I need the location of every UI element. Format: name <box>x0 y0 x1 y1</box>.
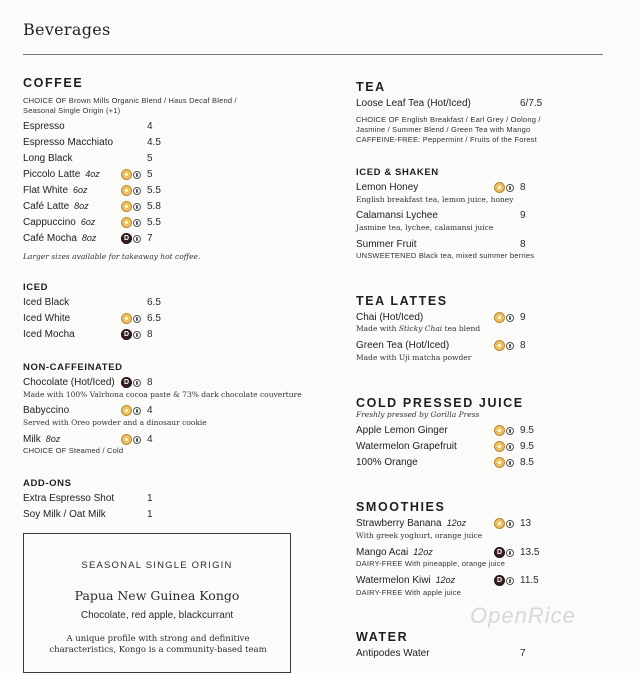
milk-icon <box>494 457 505 468</box>
menu-item-description: CHOICE OF Steamed / Cold <box>23 446 124 455</box>
menu-item-icons <box>494 425 514 436</box>
plant-milk-icon <box>133 379 141 387</box>
menu-item-price: 9 <box>520 210 526 221</box>
dairy-icon: D <box>494 547 505 558</box>
menu-item-price: 8 <box>147 377 153 388</box>
plant-milk-icon <box>133 219 141 227</box>
milk-icon <box>494 518 505 529</box>
menu-item-name: Green Tea (Hot/Iced) <box>356 340 450 351</box>
iced-heading: ICED <box>23 282 49 293</box>
menu-item-icons <box>494 457 514 468</box>
menu-item-icons <box>121 313 141 324</box>
menu-item-price: 5.8 <box>147 201 161 212</box>
menu-item-name: Flat White 6oz <box>23 185 88 196</box>
menu-item-name: Antipodes Water <box>356 648 430 659</box>
menu-item-name: Watermelon Kiwi 12oz <box>356 575 456 586</box>
menu-item-name: Babyccino <box>23 405 70 416</box>
menu-item-name: Piccolo Latte 4oz <box>23 169 100 180</box>
menu-item-price: 6.5 <box>147 297 161 308</box>
menu-item-name: Loose Leaf Tea (Hot/Iced) <box>356 98 471 109</box>
plant-milk-icon <box>133 407 141 415</box>
menu-item-icons <box>494 441 514 452</box>
seasonal-notes: Chocolate, red apple, blackcurrant <box>80 610 234 621</box>
menu-item-icons <box>121 217 141 228</box>
milk-icon <box>121 313 132 324</box>
menu-item-name: Apple Lemon Ginger <box>356 425 448 436</box>
menu-item-description: DAIRY-FREE With apple juice <box>356 588 462 597</box>
tea-lattes-heading: TEA LATTES <box>356 294 448 308</box>
addons-heading: ADD-ONS <box>23 478 72 489</box>
menu-item-size: 12oz <box>413 547 433 557</box>
plant-milk-icon <box>133 235 141 243</box>
menu-item-size: 12oz <box>446 518 467 528</box>
milk-icon <box>121 169 132 180</box>
menu-item-icons <box>121 405 141 416</box>
menu-item-price: 13 <box>520 518 532 529</box>
juice-subtitle: Freshly pressed by Gorilla Press <box>356 410 480 419</box>
iced-shaken-heading: ICED & SHAKEN <box>356 167 439 178</box>
menu-item-name: Espresso <box>23 121 65 132</box>
openrice-watermark: OpenRice <box>470 603 576 628</box>
menu-item-price: 7 <box>520 648 526 659</box>
plant-milk-icon <box>506 427 514 435</box>
menu-item-icons <box>121 169 141 180</box>
menu-item-price: 6.5 <box>147 313 161 324</box>
menu-item-size: 6oz <box>80 217 96 227</box>
menu-item-price: 13.5 <box>520 547 540 558</box>
menu-item-price: 11.5 <box>520 575 539 586</box>
menu-item-description: English breakfast tea, lemon juice, honey <box>356 195 514 204</box>
milk-icon <box>121 185 132 196</box>
menu-item-icons <box>494 547 514 558</box>
menu-item-price: 5.5 <box>147 217 161 228</box>
menu-item-description: UNSWEETENED Black tea, mixed summer berries <box>356 251 535 260</box>
menu-item-name: Chai (Hot/Iced) <box>356 312 424 323</box>
dairy-icon: D <box>121 233 132 244</box>
menu-item-price: 8.5 <box>520 457 534 468</box>
menu-item-price: 5 <box>147 169 153 180</box>
menu-item-price: 9.5 <box>520 441 534 452</box>
menu-item-price: 7 <box>147 233 153 244</box>
coffee-note: Larger sizes available for takeaway hot coffee. <box>23 252 201 261</box>
seasonal-description: A unique profile with strong and definitive characteristics, Kongo is a community-based team <box>49 634 267 655</box>
menu-item-description: With greek yoghurt, orange juice <box>356 531 483 540</box>
menu-item-description: DAIRY-FREE With pineapple, orange juice <box>356 559 506 568</box>
menu-item-name: Iced Mocha <box>23 329 75 340</box>
dairy-icon: D <box>121 329 132 340</box>
menu-item-icons <box>121 233 141 244</box>
menu-item-icons <box>121 329 141 340</box>
milk-icon <box>121 434 132 445</box>
menu-item-price: 4.5 <box>147 137 161 148</box>
menu-item-size: 8oz <box>45 434 61 444</box>
menu-item-size: 8oz <box>81 233 97 243</box>
menu-item-price: 5.5 <box>147 185 161 196</box>
menu-item-icons <box>494 518 514 529</box>
menu-item-size: 4oz <box>85 169 100 179</box>
menu-item-price: 8 <box>520 182 526 193</box>
menu-item-icons <box>121 377 141 388</box>
milk-icon <box>121 217 132 228</box>
menu-item-name: Milk 8oz <box>23 434 61 445</box>
tea-choice-line-1: CHOICE OF English Breakfast / Earl Grey / Oolong / <box>356 115 541 124</box>
menu-item-name: Iced Black <box>23 297 70 308</box>
menu-item-price: 4 <box>147 434 153 445</box>
seasonal-label: SEASONAL SINGLE ORIGIN <box>81 560 233 571</box>
menu-item-price: 9 <box>520 312 526 323</box>
seasonal-origin-box <box>23 533 291 673</box>
menu-item-price: 8 <box>520 239 526 250</box>
menu-item-name: Watermelon Grapefruit <box>356 441 457 452</box>
menu-item-name: Summer Fruit <box>356 239 417 250</box>
plant-milk-icon <box>133 171 141 179</box>
dairy-icon: D <box>494 575 505 586</box>
menu-item-price: 1 <box>147 493 153 504</box>
menu-item-size: 8oz <box>74 201 89 211</box>
milk-icon <box>494 441 505 452</box>
water-heading: WATER <box>356 630 409 644</box>
plant-milk-icon <box>506 342 514 350</box>
menu-item-size: 12oz <box>435 575 456 585</box>
menu-item-icons <box>494 575 514 586</box>
menu-item-name: Chocolate (Hot/Iced) <box>23 377 115 388</box>
menu-item-description: Made with 100% Valrhona cocoa paste & 73% dark chocolate couverture <box>23 390 302 399</box>
plant-milk-icon <box>133 187 141 195</box>
plant-milk-icon <box>133 331 141 339</box>
menu-item-icons <box>494 312 514 323</box>
menu-item-name: 100% Orange <box>356 457 418 468</box>
plant-milk-icon <box>506 549 514 557</box>
menu-item-name: Espresso Macchiato <box>23 137 114 148</box>
menu-item-name: Strawberry Banana 12oz <box>356 518 467 529</box>
milk-icon <box>494 312 505 323</box>
menu-item-price: 8 <box>520 340 526 351</box>
plant-milk-icon <box>133 203 141 211</box>
menu-item-price: 1 <box>147 509 153 520</box>
menu-item-name: Iced White <box>23 313 71 324</box>
menu-item-price: 9.5 <box>520 425 534 436</box>
milk-icon <box>494 182 505 193</box>
tea-choice-line-2: Jasmine / Summer Blend / Green Tea with Mango <box>356 125 531 134</box>
menu-item-icons <box>121 185 141 196</box>
menu-item-price: 6/7.5 <box>520 98 543 109</box>
dairy-icon: D <box>121 377 132 388</box>
menu-item-name: Café Latte 8oz <box>23 201 89 212</box>
menu-item-description: Served with Oreo powder and a dinosaur cookie <box>23 418 207 427</box>
menu-item-icons <box>494 340 514 351</box>
menu-item-price: 4 <box>147 121 153 132</box>
plant-milk-icon <box>506 577 514 585</box>
menu-item-name: Mango Acai 12oz <box>356 547 433 558</box>
menu-item-price: 8 <box>147 329 153 340</box>
menu-item-description: Made with Uji matcha powder <box>356 353 472 362</box>
milk-icon <box>121 201 132 212</box>
menu-item-name: Lemon Honey <box>356 182 419 193</box>
menu-item-name: Extra Espresso Shot <box>23 493 115 504</box>
plant-milk-icon <box>133 315 141 323</box>
menu-item-icons <box>121 201 141 212</box>
coffee-heading: COFFEE <box>23 76 84 90</box>
menu-item-name: Calamansi Lychee <box>356 210 438 221</box>
menu-item-size: 6oz <box>73 185 88 195</box>
plant-milk-icon <box>506 314 514 322</box>
smoothies-heading: SMOOTHIES <box>356 500 446 514</box>
plant-milk-icon <box>506 459 514 467</box>
menu-item-price: 5 <box>147 153 153 164</box>
page-title: Beverages <box>23 20 111 39</box>
plant-milk-icon <box>506 443 514 451</box>
seasonal-title: Papua New Guinea Kongo <box>74 588 240 603</box>
tea-heading: TEA <box>356 80 386 94</box>
menu-item-name: Long Black <box>23 153 73 164</box>
menu-item-icons <box>494 182 514 193</box>
juice-heading: COLD PRESSED JUICE <box>356 396 524 410</box>
plant-milk-icon <box>506 184 514 192</box>
menu-item-name: Soy Milk / Oat Milk <box>23 509 106 520</box>
menu-item-name: Café Mocha 8oz <box>23 233 97 244</box>
milk-icon <box>121 405 132 416</box>
milk-icon <box>494 340 505 351</box>
title-divider <box>23 54 603 55</box>
menu-item-description: Jasmine tea, lychee, calamansi juice <box>356 223 494 232</box>
plant-milk-icon <box>133 436 141 444</box>
coffee-choice-line-1: CHOICE OF Brown Mills Organic Blend / Haus Decaf Blend / <box>23 96 237 105</box>
menu-item-name: Cappuccino 6oz <box>23 217 96 228</box>
milk-icon <box>494 425 505 436</box>
tea-caffeine-free: CAFFEINE-FREE: Peppermint / Fruits of the Forest <box>356 135 537 144</box>
menu-item-description: Made with Sticky Chai tea blend <box>356 324 481 333</box>
menu-item-price: 4 <box>147 405 153 416</box>
non-caffeinated-heading: NON-CAFFEINATED <box>23 362 123 373</box>
menu-item-icons <box>121 434 141 445</box>
coffee-choice-line-2: Seasonal Single Origin (+1) <box>23 106 121 115</box>
plant-milk-icon <box>506 520 514 528</box>
